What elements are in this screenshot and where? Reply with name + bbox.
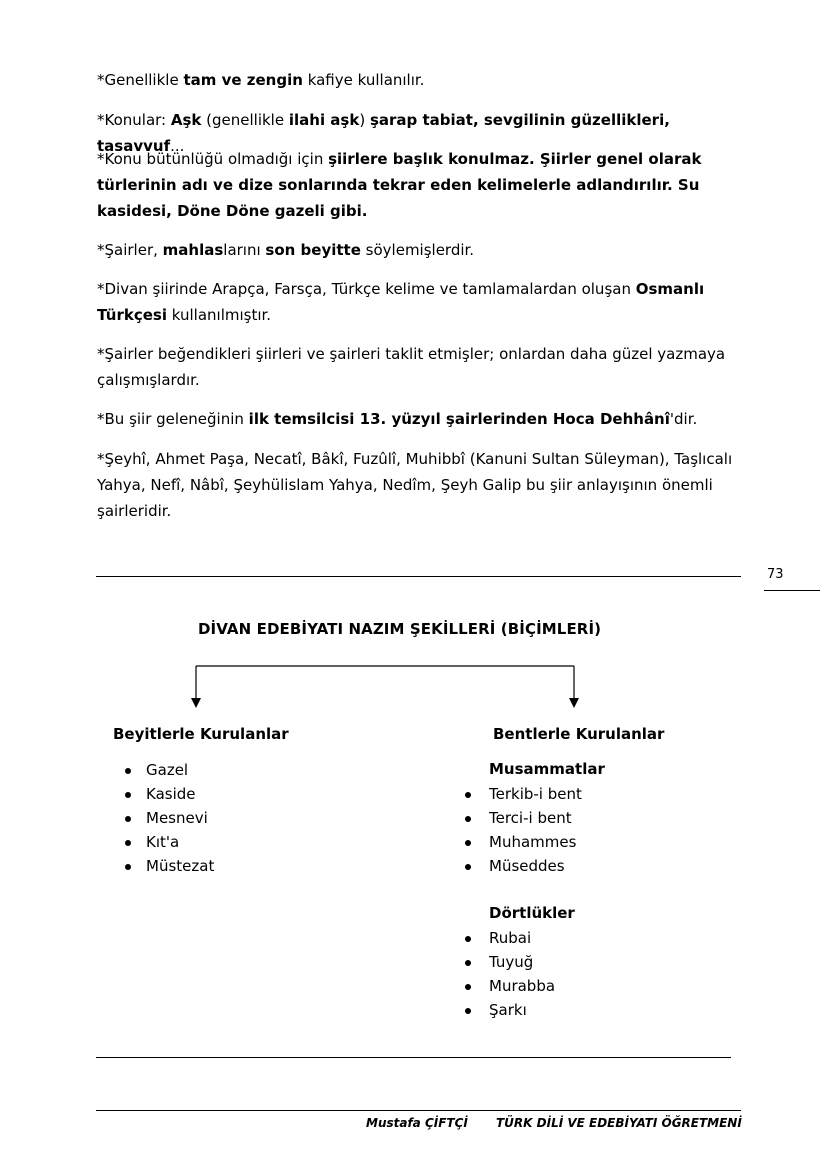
text-segment: 'dir. xyxy=(669,410,698,428)
list-item: Tuyuğ xyxy=(462,950,555,974)
list-item: Mesnevi xyxy=(122,806,214,830)
right-column-heading: Bentlerle Kurulanlar xyxy=(493,725,665,743)
paragraph-7 xyxy=(97,406,737,432)
list-item: Şarkı xyxy=(462,998,555,1022)
text-segment: Osmanlı Türkçesi xyxy=(97,280,705,324)
list-item: Gazel xyxy=(122,758,214,782)
diagram-title: DİVAN EDEBİYATI NAZIM ŞEKİLLERİ (BİÇİMLERİ) xyxy=(198,620,602,638)
paragraph-5 xyxy=(97,276,737,328)
paragraph-6 xyxy=(97,341,737,393)
paragraph-3 xyxy=(97,146,737,224)
list-item: Terkib-i bent xyxy=(462,782,582,806)
footer-rule xyxy=(96,1110,741,1111)
text-segment: söylemişlerdir. xyxy=(360,241,475,259)
text-segment: larını xyxy=(223,241,266,259)
footer-role: TÜRK DİLİ VE EDEBİYATI ÖĞRETMENİ xyxy=(496,1116,742,1130)
list-item: Rubai xyxy=(462,926,555,950)
paragraph-1 xyxy=(97,67,737,93)
text-segment: *Bu şiir geleneğinin xyxy=(97,410,249,428)
text-segment: *Şeyhî, Ahmet Paşa, Necatî, Bâkî, Fuzûlî, Muhibbî (Kanuni Sultan Süleyman), Taşlıcalı Yahya, Nefî, Nâbî, Şeyhülislam Yahya, Nedîm, Şeyh Galip bu şiir anlayışının önemli şairleridir. xyxy=(97,450,733,520)
group-heading-dortlukler: Dörtlükler xyxy=(489,904,575,922)
diagram-bottom-rule xyxy=(96,1057,731,1058)
text-segment: kullanılmıştır. xyxy=(167,306,272,324)
paragraph-8 xyxy=(97,446,737,524)
list-item: Kaside xyxy=(122,782,214,806)
page-number-underline xyxy=(764,590,820,591)
text-segment: *Konular: xyxy=(97,111,171,129)
right-arrowhead xyxy=(569,698,579,708)
text-segment: son beyitte xyxy=(265,241,361,259)
text-segment: *Konu bütünlüğü olmadığı için xyxy=(97,150,329,168)
list-item: Murabba xyxy=(462,974,555,998)
text-segment: *Divan şiirinde Arapça, Farsça, Türkçe kelime ve tamlamalardan oluşan xyxy=(97,280,636,298)
list-item: Kıt'a xyxy=(122,830,214,854)
page-separator-rule xyxy=(96,576,741,577)
list-item: Terci-i bent xyxy=(462,806,582,830)
list-item: Müseddes xyxy=(462,854,582,878)
text-segment: *Şairler beğendikleri şiirleri ve şairleri taklit etmişler; onlardan daha güzel yazmaya çalışmışlardır. xyxy=(97,345,726,389)
text-segment: şarap tabiat, sevgilinin güzellikleri, tasavvuf xyxy=(97,111,670,155)
list-item: Muhammes xyxy=(462,830,582,854)
footer-author: Mustafa ÇİFTÇİ xyxy=(366,1116,468,1130)
text-segment: *Genellikle xyxy=(97,71,184,89)
musammatlar-list xyxy=(462,782,582,878)
text-segment: Aşk xyxy=(170,111,202,129)
text-segment: tam ve zengin xyxy=(183,71,303,89)
text-segment: ... xyxy=(170,137,185,155)
left-column-list xyxy=(122,758,214,878)
left-arrowhead xyxy=(191,698,201,708)
text-segment: ) xyxy=(359,111,370,129)
page-number: 73 xyxy=(767,567,784,582)
text-segment: ilahi aşk xyxy=(288,111,360,129)
text-segment: *Şairler, xyxy=(97,241,163,259)
list-item: Müstezat xyxy=(122,854,214,878)
text-segment: ilk temsilcisi 13. yüzyıl şairlerinden Hoca Dehhânî xyxy=(248,410,670,428)
paragraph-4 xyxy=(97,237,737,263)
text-segment: şiirlere başlık konulmaz. Şiirler genel olarak türlerinin adı ve dize sonlarında tekrar eden kelimelerle adlandırılır. Su kasidesi, Döne Döne gazeli gibi. xyxy=(97,150,702,220)
text-segment: kafiye kullanılır. xyxy=(302,71,425,89)
left-column-heading: Beyitlerle Kurulanlar xyxy=(113,725,289,743)
group-heading-musammatlar: Musammatlar xyxy=(489,760,605,778)
text-segment: mahlas xyxy=(162,241,224,259)
diagram-connector-arrows xyxy=(0,655,828,735)
dortlukler-list xyxy=(462,926,555,1022)
text-segment: (genellikle xyxy=(201,111,289,129)
